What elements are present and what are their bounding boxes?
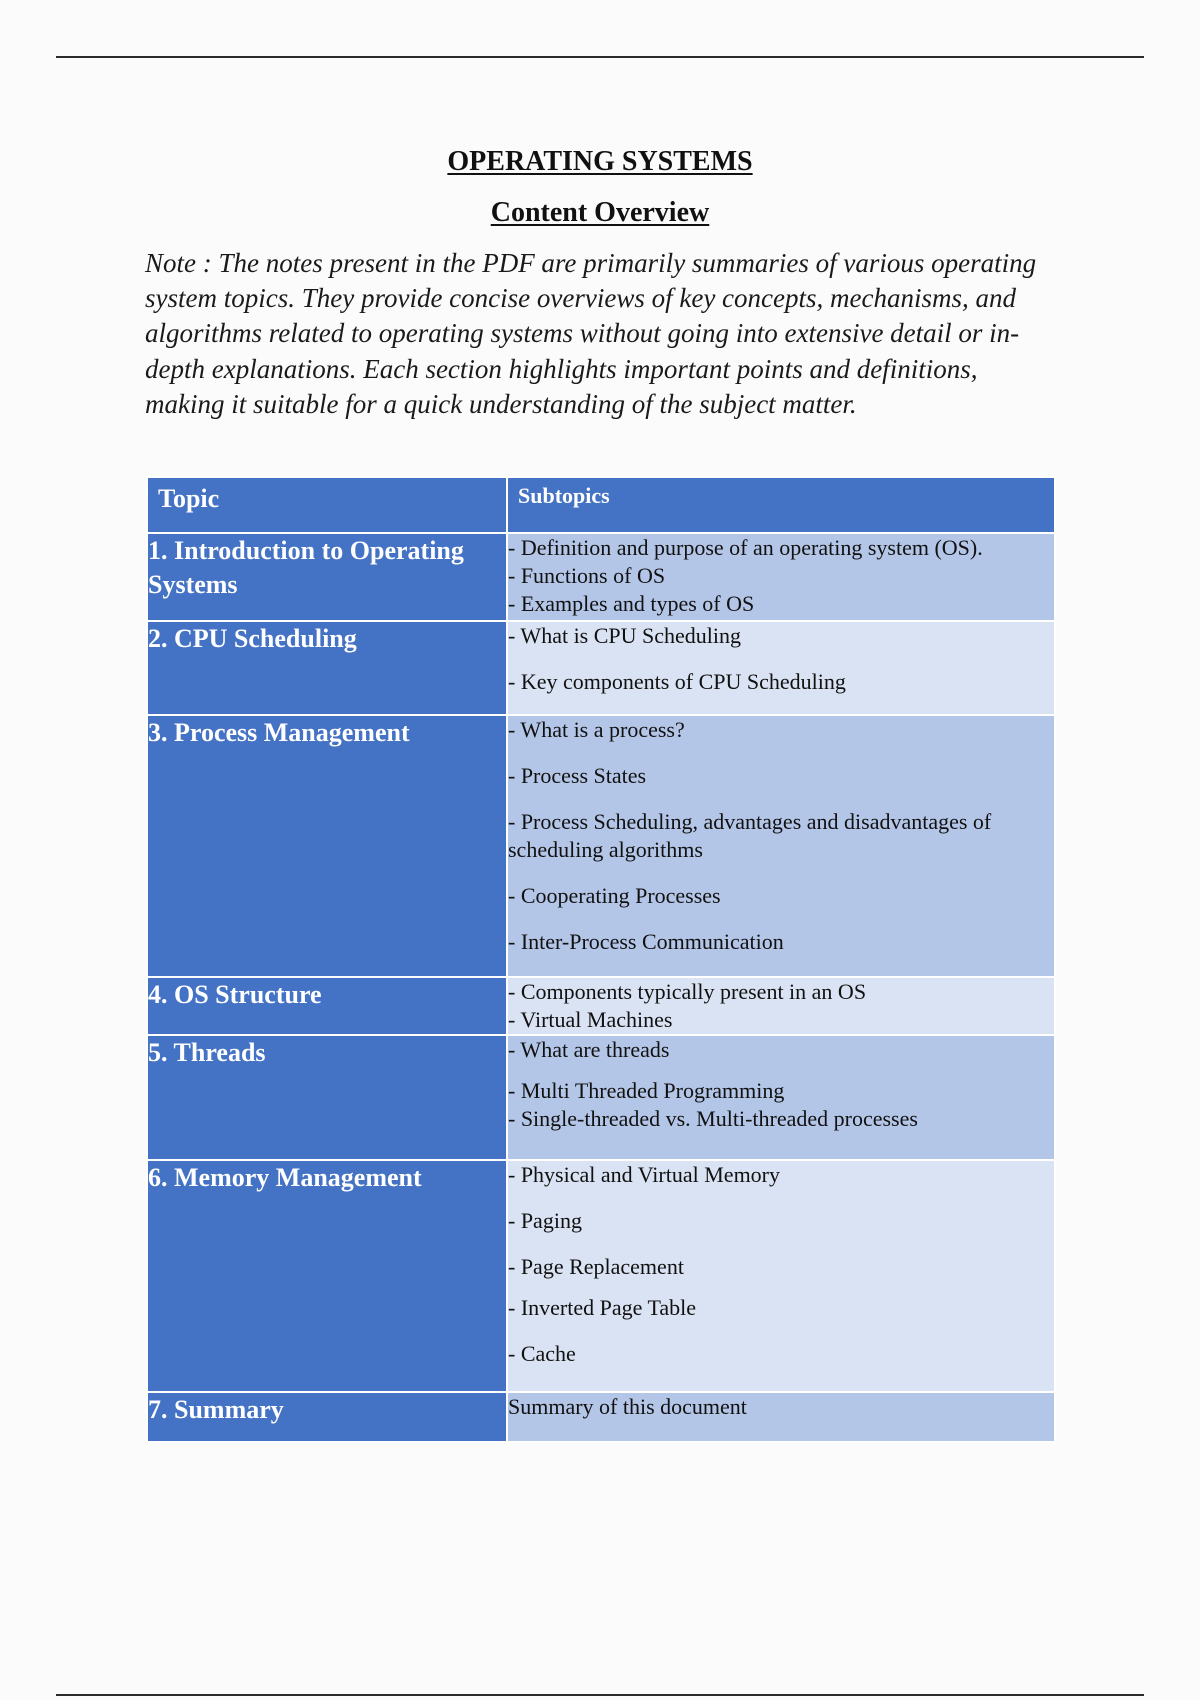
- subtopic-item: - Process Scheduling, advantages and disadvantages of scheduling algorithms: [508, 809, 992, 862]
- table-row: [147, 977, 1055, 1035]
- content-overview-table: [146, 476, 1056, 1443]
- bottom-rule: [56, 1694, 1144, 1696]
- topic-cell: 7. Summary: [147, 1392, 507, 1442]
- subtopic-item: - Paging: [508, 1208, 582, 1233]
- subtopics-cell: [507, 1392, 1055, 1442]
- subtopic-item: - What is a process?: [508, 717, 685, 742]
- subtopic-item: - Functions of OS: [508, 563, 666, 588]
- table-row: [147, 1160, 1055, 1392]
- table-row: [147, 1035, 1055, 1160]
- subtopic-item: - Definition and purpose of an operating system (OS).: [508, 535, 983, 560]
- header-subtopics: Subtopics: [507, 477, 1055, 533]
- note-paragraph: Note : The notes present in the PDF are primarily summaries of various operating system topics. They provide concise overviews of key concepts, mechanisms, and algorithms related to operating systems without going into extensive detail or in-depth explanations. Each section highlights important points and definitions, making it suitable for a quick understanding of the subject matter.: [145, 248, 1037, 419]
- subtopic-item: - Inter-Process Communication: [508, 929, 784, 954]
- subtopic-item: - Key components of CPU Scheduling: [508, 669, 846, 694]
- topic-cell: 6. Memory Management: [147, 1160, 507, 1392]
- subtopic-item: - Process States: [508, 763, 647, 788]
- subtopics-cell: [507, 621, 1055, 715]
- subtopics-cell: [507, 533, 1055, 621]
- topic-cell: 4. OS Structure: [147, 977, 507, 1035]
- subtopics-cell: [507, 715, 1055, 977]
- subtopic-item: - What is CPU Scheduling: [508, 623, 742, 648]
- subtopic-item: - What are threads: [508, 1037, 670, 1062]
- table-row: [147, 1392, 1055, 1442]
- subtopics-cell: [507, 977, 1055, 1035]
- table-header-row: [147, 477, 1055, 533]
- subtopic-item: - Cooperating Processes: [508, 883, 721, 908]
- subtopic-item: - Page Replacement: [508, 1254, 684, 1279]
- topic-cell: 3. Process Management: [147, 715, 507, 977]
- subtopics-cell: [507, 1035, 1055, 1160]
- page-title: OPERATING SYSTEMS: [447, 146, 753, 177]
- subtopic-item: - Physical and Virtual Memory: [508, 1162, 781, 1187]
- subtopic-item: - Inverted Page Table: [508, 1295, 697, 1320]
- subtopic-item: - Components typically present in an OS: [508, 979, 867, 1004]
- subtopic-item: - Multi Threaded Programming: [508, 1078, 785, 1103]
- subtopic-item: - Single-threaded vs. Multi-threaded processes: [508, 1106, 918, 1131]
- subtopic-item: - Cache: [508, 1341, 576, 1366]
- table-row: [147, 621, 1055, 715]
- topic-cell: 1. Introduction to Operating Systems: [147, 533, 507, 621]
- subtopic-item: Summary of this document: [508, 1394, 747, 1419]
- table-row: [147, 715, 1055, 977]
- table-row: [147, 533, 1055, 621]
- topic-cell: 2. CPU Scheduling: [147, 621, 507, 715]
- subtopic-item: - Examples and types of OS: [508, 591, 755, 616]
- topic-cell: 5. Threads: [147, 1035, 507, 1160]
- top-rule: [56, 56, 1144, 58]
- subtopics-cell: [507, 1160, 1055, 1392]
- page-subtitle: Content Overview: [490, 197, 710, 228]
- header-topic: Topic: [147, 477, 507, 533]
- subtopic-item: - Virtual Machines: [508, 1007, 673, 1032]
